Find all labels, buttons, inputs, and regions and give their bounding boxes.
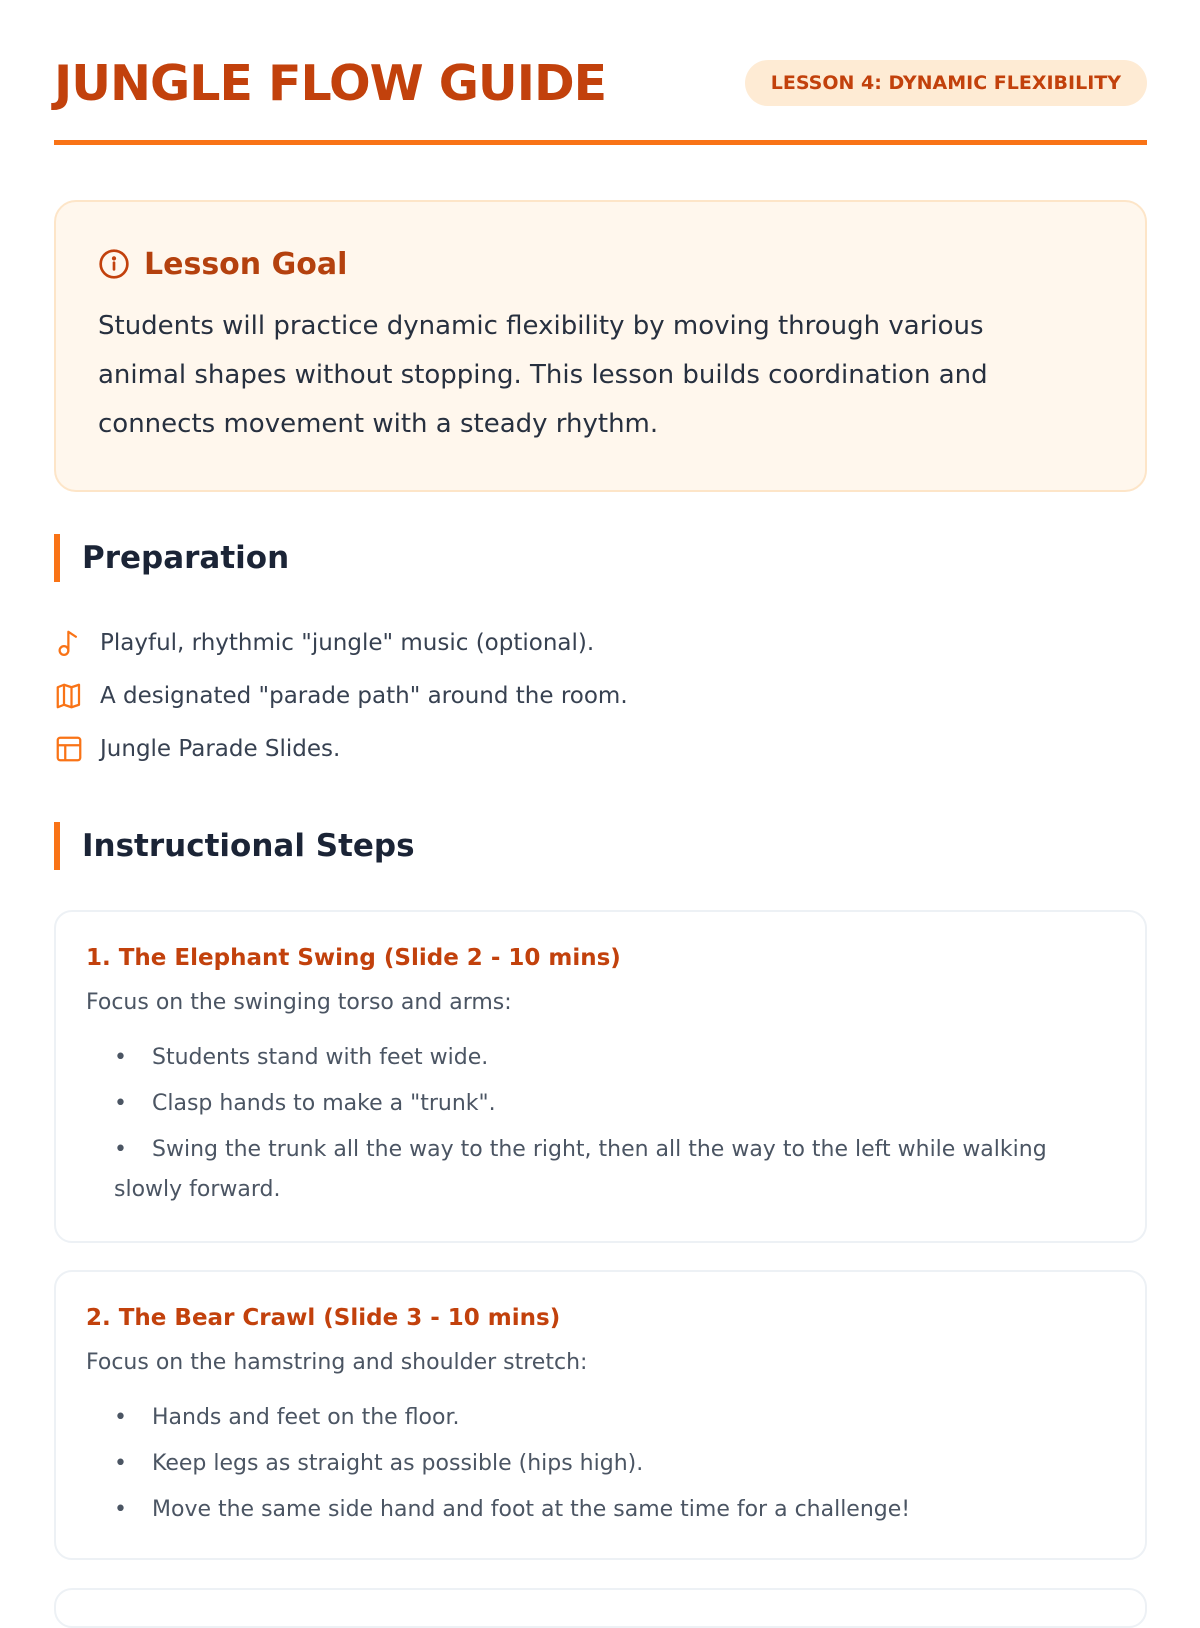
preparation-heading: Preparation (54, 534, 289, 582)
map-icon (54, 681, 84, 711)
lesson-badge: LESSON 4: DYNAMIC FLEXIBILITY (745, 60, 1147, 106)
bullet-text: Students stand with feet wide. (152, 1045, 489, 1070)
header-divider (54, 140, 1147, 145)
bullet-text: Hands and feet on the floor. (152, 1405, 460, 1430)
preparation-item-text: Jungle Parade Slides. (100, 735, 341, 762)
step-title: 1. The Elephant Swing (Slide 2 - 10 mins) (86, 945, 621, 971)
list-item: • Clasp hands to make a "trunk". (114, 1091, 496, 1116)
list-item: • Students stand with feet wide. (114, 1045, 489, 1070)
step-card-partial (54, 1588, 1147, 1628)
layout-icon (54, 734, 84, 764)
preparation-item-text: Playful, rhythmic "jungle" music (optional). (100, 629, 595, 656)
music-note-icon (54, 628, 84, 658)
page-header (54, 52, 1147, 112)
bullet-text: Clasp hands to make a "trunk". (152, 1091, 496, 1116)
step-focus: Focus on the hamstring and shoulder stretch: (86, 1350, 588, 1375)
step-card (54, 1270, 1147, 1560)
lesson-goal-header (98, 246, 1105, 282)
list-item: • Move the same side hand and foot at the same time for a challenge! (114, 1497, 911, 1522)
list-item: • Keep legs as straight as possible (hips high). (114, 1451, 644, 1476)
list-item (54, 616, 954, 669)
list-item (54, 722, 954, 775)
preparation-list (54, 616, 954, 775)
lesson-goal-text: Students will practice dynamic flexibility by moving through various animal shapes without stopping. This lesson builds coordination and connects movement with a steady rhythm. (98, 311, 988, 439)
bullet-text: Swing the trunk all the way to the right, then all the way to the left while walking slowly forward. (114, 1137, 1047, 1202)
page-title: JUNGLE FLOW GUIDE (54, 55, 607, 112)
step-focus: Focus on the swinging torso and arms: (86, 990, 512, 1015)
preparation-item-text: A designated "parade path" around the room. (100, 682, 628, 709)
bullet-text: Keep legs as straight as possible (hips high). (152, 1451, 644, 1476)
step-bullet-list (86, 1038, 1115, 1210)
lesson-goal-card (54, 200, 1147, 492)
list-item: • Swing the trunk all the way to the right, then all the way to the left while walking slowly forward. (114, 1137, 1047, 1202)
instructional-steps-heading: Instructional Steps (54, 822, 415, 870)
list-item (54, 669, 954, 722)
step-title: 2. The Bear Crawl (Slide 3 - 10 mins) (86, 1305, 561, 1331)
step-card (54, 910, 1147, 1243)
list-item: • Hands and feet on the floor. (114, 1405, 460, 1430)
lesson-goal-title: Lesson Goal (144, 246, 348, 282)
step-bullet-list (86, 1398, 1115, 1530)
info-icon (98, 248, 130, 280)
bullet-text: Move the same side hand and foot at the same time for a challenge! (152, 1497, 911, 1522)
